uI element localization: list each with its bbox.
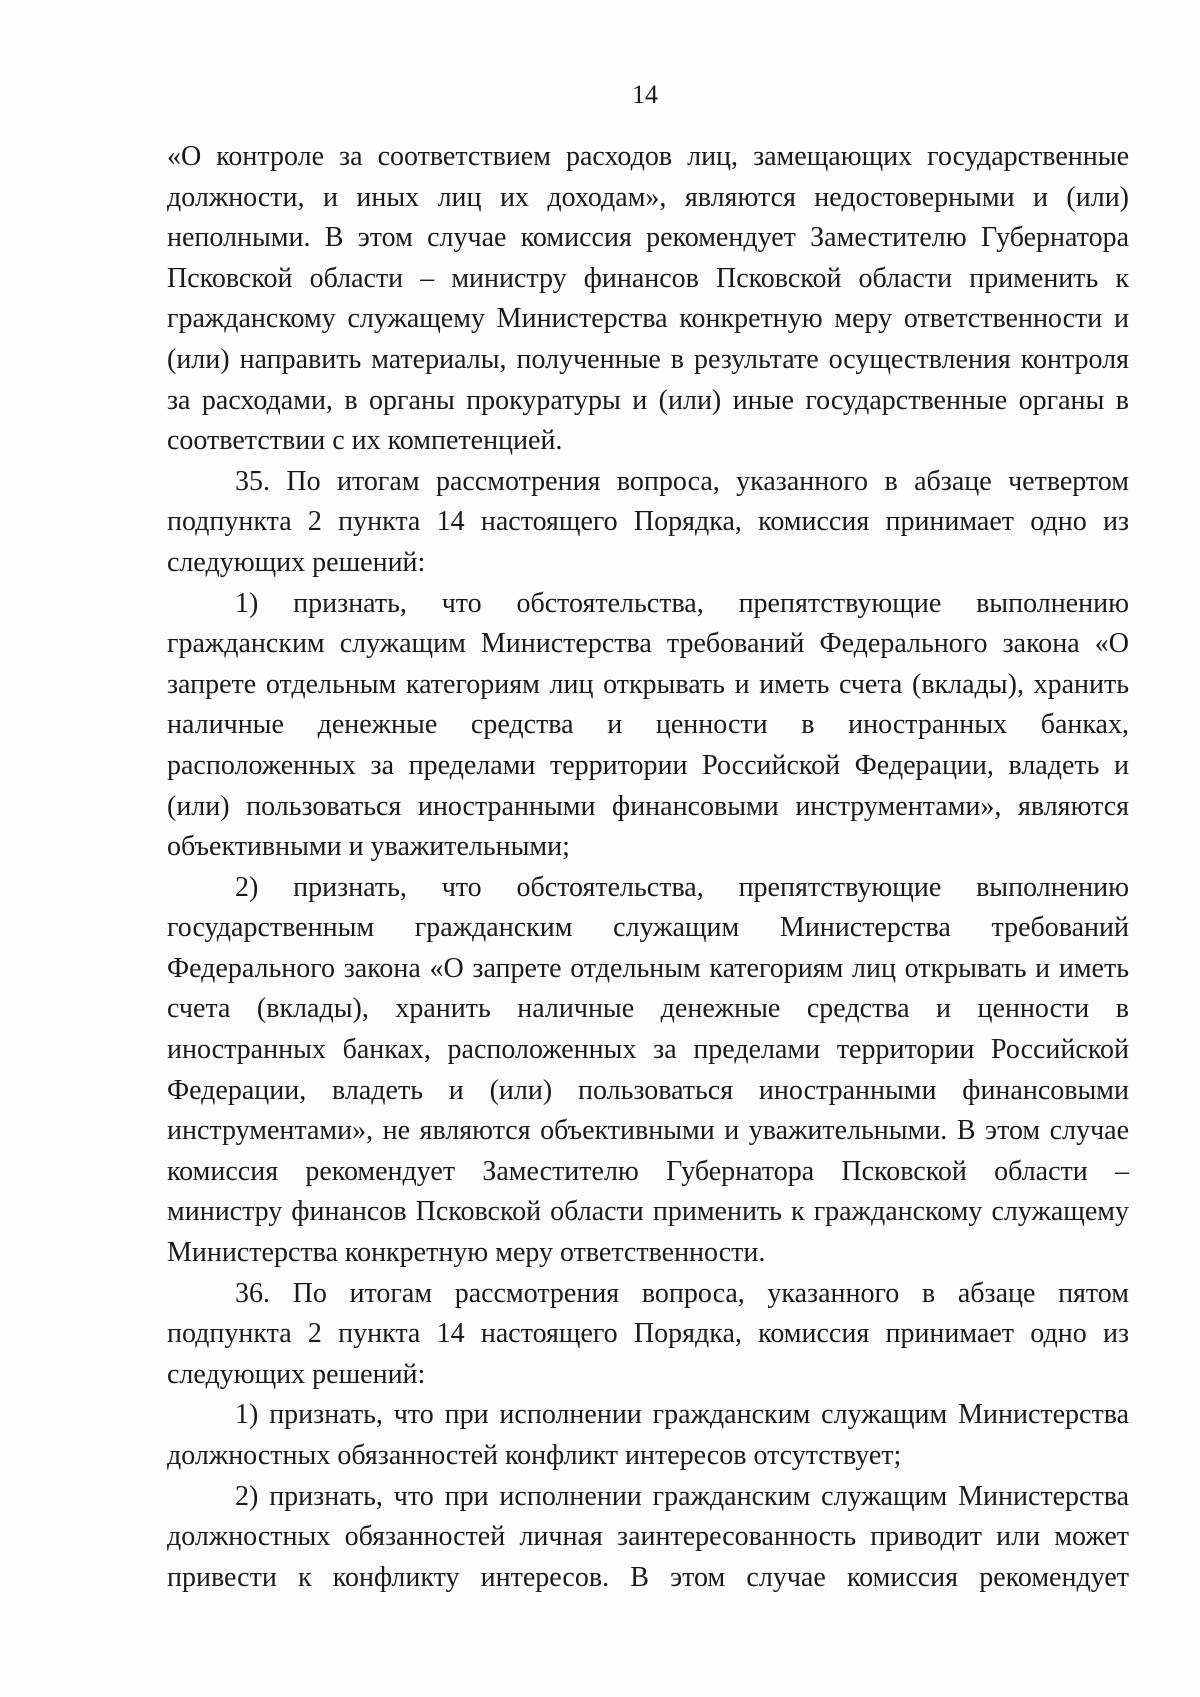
paragraph-item-35-2: 2) признать, что обстоятельства, препятствующие выполнению государственным гражданским служащим Министерства требований Федерального закона «О запрете отдельным категориям лиц открывать и иметь счета (вклады), хранить наличные денежные средства и ценности в иностранных банках, расположенных за пределами территории Российской Федерации, владеть и (или) пользоваться иностранными финансовыми инструментами», не являются объективными и уважительными. В этом случае комиссия рекомендует Заместителю Губернатора Псковской области – министру финансов Псковской области применить к гражданскому служащему Министерства конкретную меру ответственности. [167, 871, 1129, 1269]
paragraph-continuation: «О контроле за соответствием расходов лиц, замещающих государственные должности, и иных лиц их доходам», являются недостоверными и (или) неполными. В этом случае комиссия рекомендует Заместителю Губернатора Псковской области – министру финансов Псковской области применить к гражданскому служащему Министерства конкретную меру ответственности и (или) направить материалы, полученные в результате осуществления контроля за расходами, в органы прокуратуры и (или) иные государственные органы в соответствии с их компетенцией. [167, 141, 1129, 457]
paragraph-item-36-2: 2) признать, что при исполнении гражданским служащим Министерства должностных обязанностей личная заинтересованность приводит или может привести к конфликту интересов. В этом случае комиссия рекомендует [167, 1480, 1129, 1593]
document-body [167, 137, 1129, 1598]
paragraph-item-36: 36. По итогам рассмотрения вопроса, указанного в абзаце пятом подпункта 2 пункта 14 настоящего Порядка, комиссия принимает одно из следующих решений: [167, 1277, 1129, 1390]
page-number: 14 [632, 80, 658, 109]
paragraph-item-36-1: 1) признать, что при исполнении гражданским служащим Министерства должностных обязанностей конфликт интересов отсутствует; [167, 1399, 1129, 1471]
paragraph-item-35-1: 1) признать, что обстоятельства, препятствующие выполнению гражданским служащим Министерства требований Федерального закона «О запрете отдельным категориям лиц открывать и иметь счета (вклады), хранить наличные денежные средства и ценности в иностранных банках, расположенных за пределами территории Российской Федерации, владеть и (или) пользоваться иностранными финансовыми инструментами», являются объективными и уважительными; [167, 587, 1129, 863]
paragraph-item-35: 35. По итогам рассмотрения вопроса, указанного в абзаце четвертом подпункта 2 пункта 14 настоящего Порядка, комиссия принимает одно из следующих решений: [167, 465, 1129, 578]
